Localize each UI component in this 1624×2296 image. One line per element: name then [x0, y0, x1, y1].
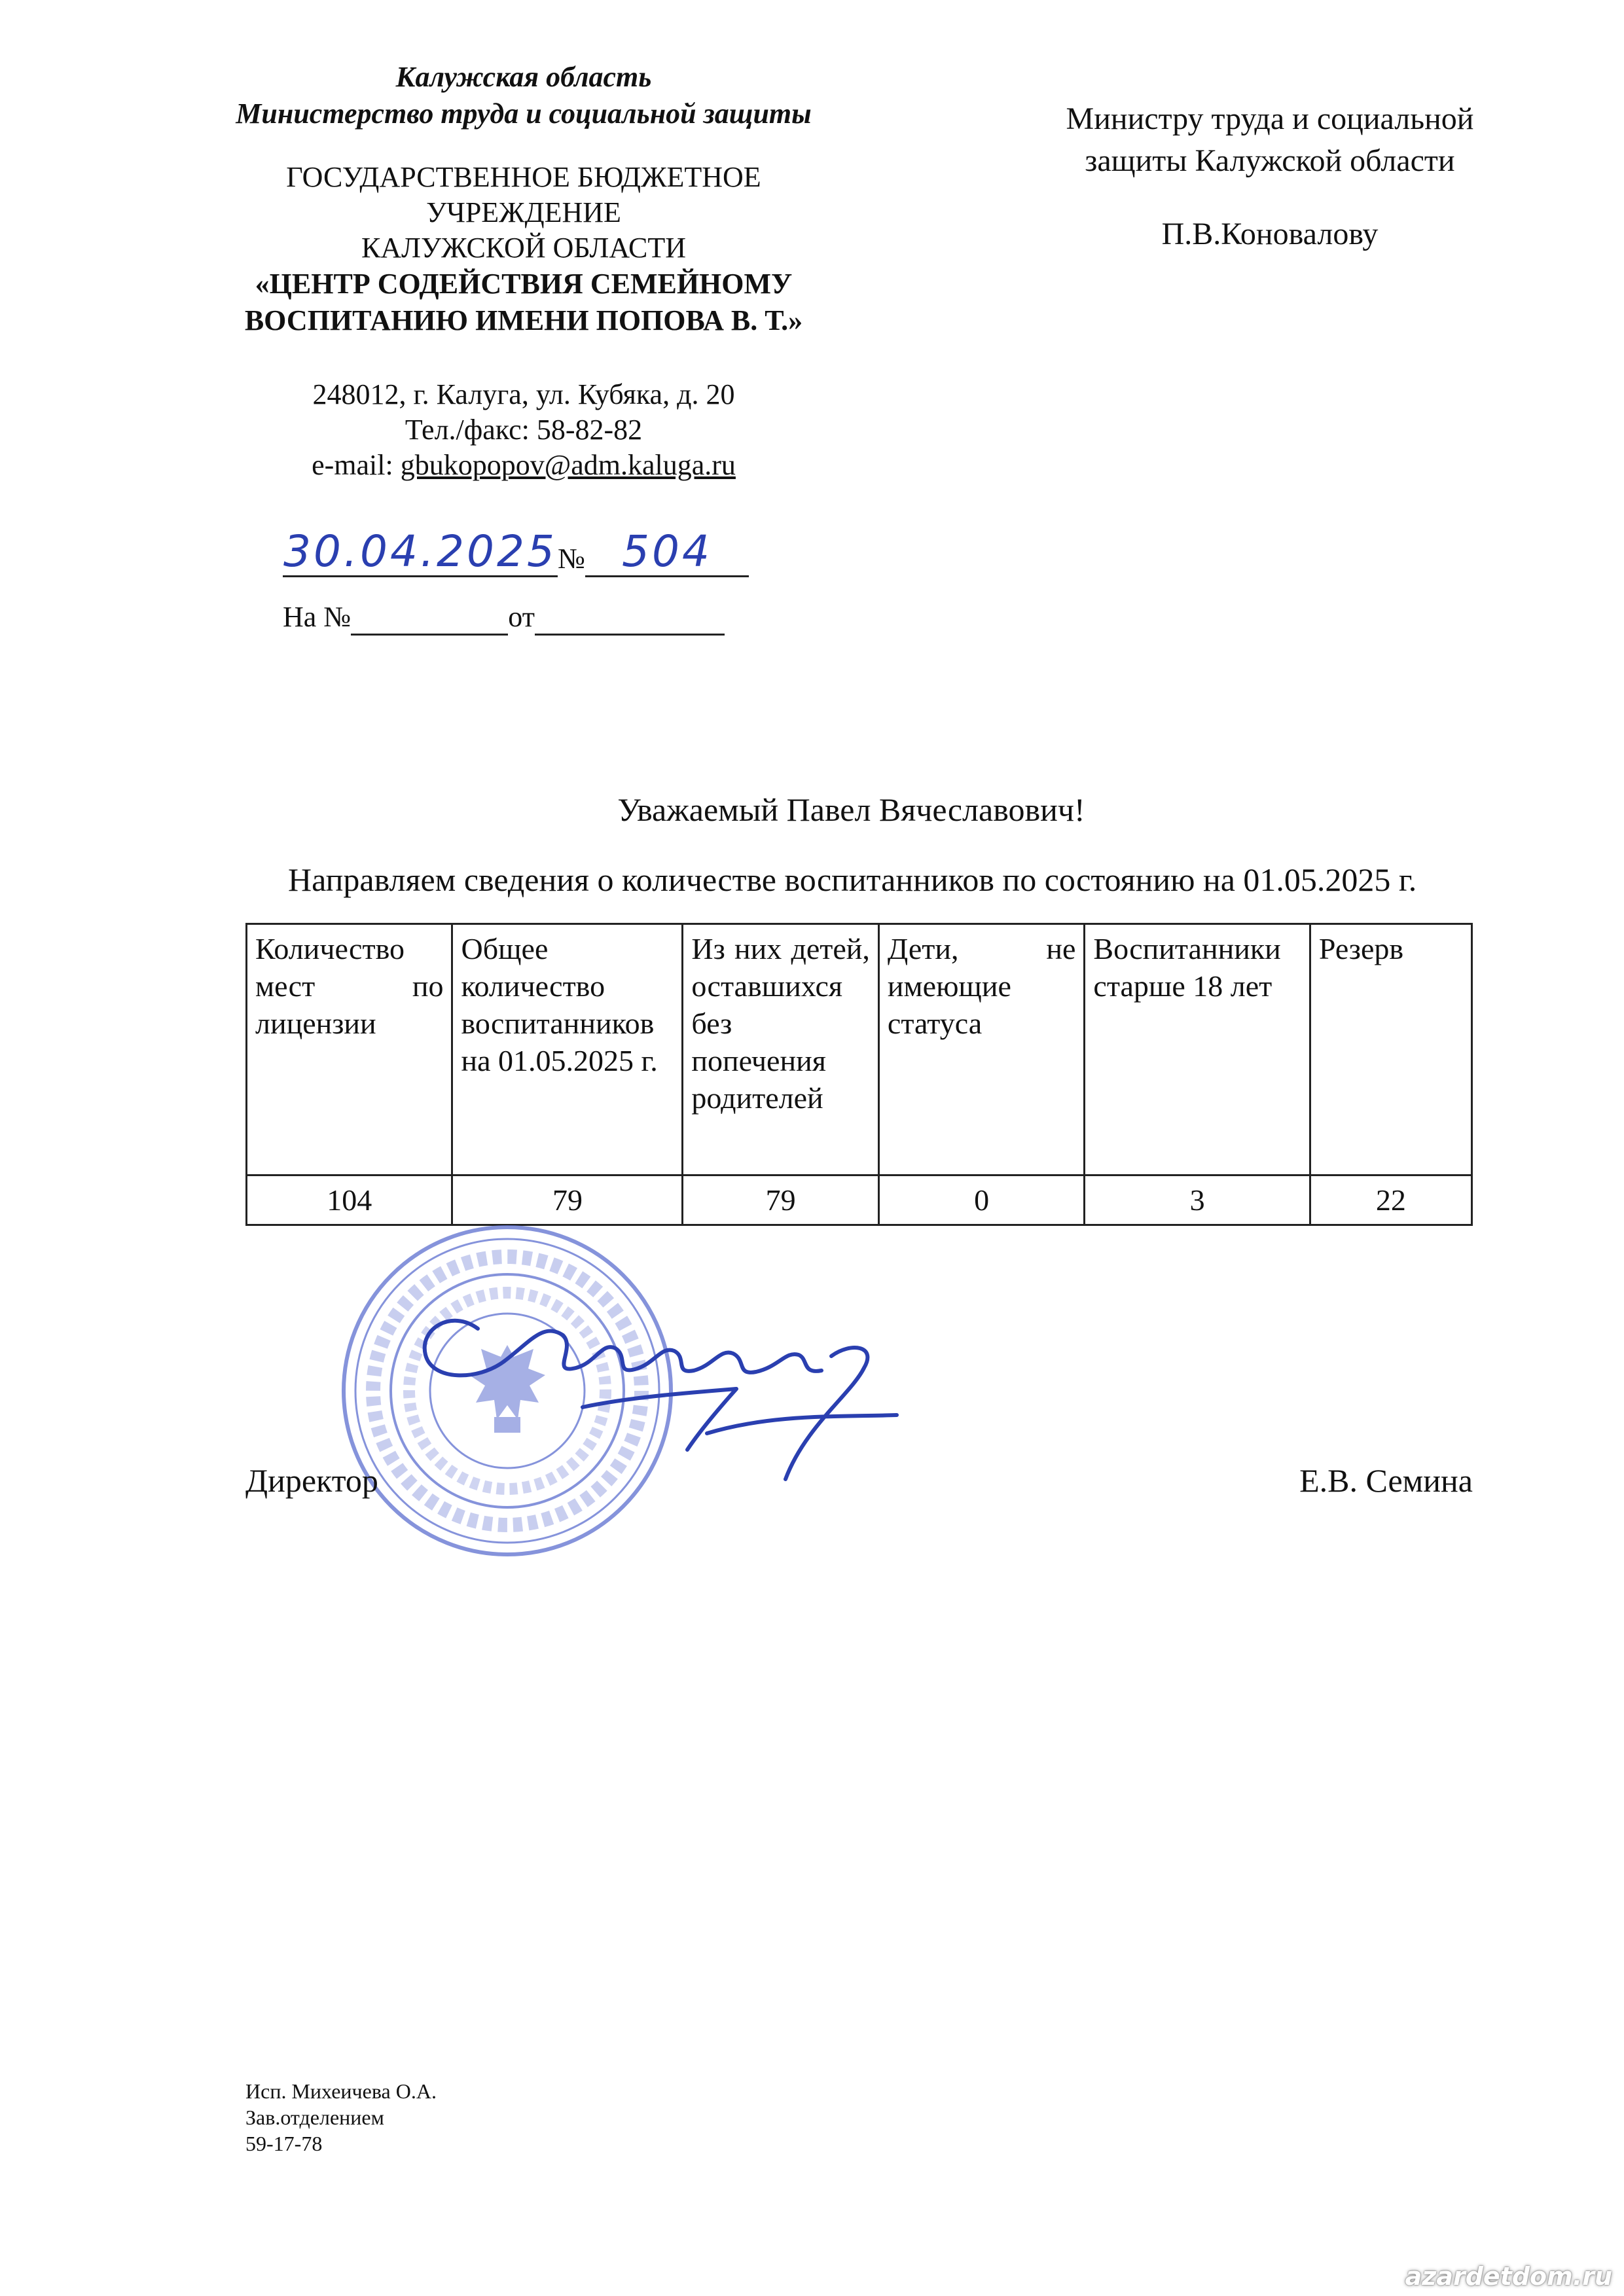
intro-text: Направляем сведения о количестве воспитанников по состоянию на 01.05.2025 г.: [288, 861, 1417, 898]
outgoing-number-row: [283, 526, 749, 577]
reply-number-blank: [351, 605, 508, 636]
header-pupils-over-18: Воспитанники старше 18 лет: [1085, 924, 1310, 1175]
outgoing-date-field: [283, 526, 558, 577]
org-type-line3: КАЛУЖСКОЙ ОБЛАСТИ: [361, 232, 686, 264]
greeting: Уважаемый Павел Вячеславович!: [617, 791, 1085, 828]
cell-reserve: 22: [1310, 1175, 1471, 1225]
header-without-status: Дети, не имеющие статуса: [878, 924, 1084, 1175]
addressee: [1021, 98, 1519, 255]
addressee-line2: защиты Калужской области: [1085, 143, 1455, 178]
handwritten-signature: [380, 1283, 916, 1492]
site-watermark: azardetdom.ru: [1405, 2262, 1612, 2291]
org-phone: Тел./факс: 58-82-82: [405, 414, 643, 446]
email-label: e-mail:: [312, 449, 401, 481]
header-licensed-places: Количество мест по лицензии: [247, 924, 452, 1175]
org-email-line: [177, 448, 871, 483]
ministry-title: Министерство труда и социальной защиты: [236, 98, 812, 130]
letterhead: [177, 59, 871, 483]
executor-info: [245, 2078, 437, 2157]
cell-without-status: 0: [878, 1175, 1084, 1225]
table-header-row: [247, 924, 1472, 1175]
header-total-pupils: Общее количество воспитанников на 01.05.2025 г.: [452, 924, 683, 1175]
executor-position: Зав.отделением: [245, 2106, 384, 2129]
signatory-title: Директор: [245, 1462, 378, 1499]
outgoing-date: 30.04.2025: [283, 526, 557, 577]
org-name-line1: «ЦЕНТР СОДЕЙСТВИЯ СЕМЕЙНОМУ: [255, 268, 793, 300]
cell-without-parental-care: 79: [683, 1175, 879, 1225]
header-reserve: Резерв: [1310, 924, 1471, 1175]
org-address: 248012, г. Калуга, ул. Кубяка, д. 20: [312, 378, 735, 410]
org-name-line2: ВОСПИТАНИЮ ИМЕНИ ПОПОВА В. Т.»: [244, 304, 803, 336]
pupils-stats-table: [245, 923, 1473, 1226]
number-sign: №: [558, 543, 585, 575]
reply-from-label: от: [508, 601, 535, 633]
org-type-line1: ГОСУДАРСТВЕННОЕ БЮДЖЕТНОЕ: [286, 161, 761, 193]
addressee-line1: Министру труда и социальной: [1066, 101, 1474, 136]
region-title: Калужская область: [395, 61, 652, 93]
outgoing-number-field: [585, 526, 749, 577]
cell-pupils-over-18: 3: [1085, 1175, 1310, 1225]
executor-name: Исп. Михеичева О.А.: [245, 2079, 437, 2103]
signatory-name: Е.В. Семина: [1299, 1462, 1473, 1499]
cell-total-pupils: 79: [452, 1175, 683, 1225]
outgoing-number: 504: [621, 526, 712, 577]
executor-phone: 59-17-78: [245, 2132, 323, 2155]
reply-date-blank: [535, 605, 725, 636]
cell-licensed-places: 104: [247, 1175, 452, 1225]
reply-label: На №: [283, 601, 352, 633]
email-link[interactable]: gbukopopov@adm.kaluga.ru: [400, 449, 736, 481]
org-type-line2: УЧРЕЖДЕНИЕ: [426, 196, 621, 228]
header-without-parental-care: Из них детей, оставшихся без попечения родителей: [683, 924, 879, 1175]
addressee-name: П.В.Коновалову: [1161, 217, 1379, 251]
table-row: [247, 1175, 1472, 1225]
reply-number-row: [283, 599, 725, 636]
